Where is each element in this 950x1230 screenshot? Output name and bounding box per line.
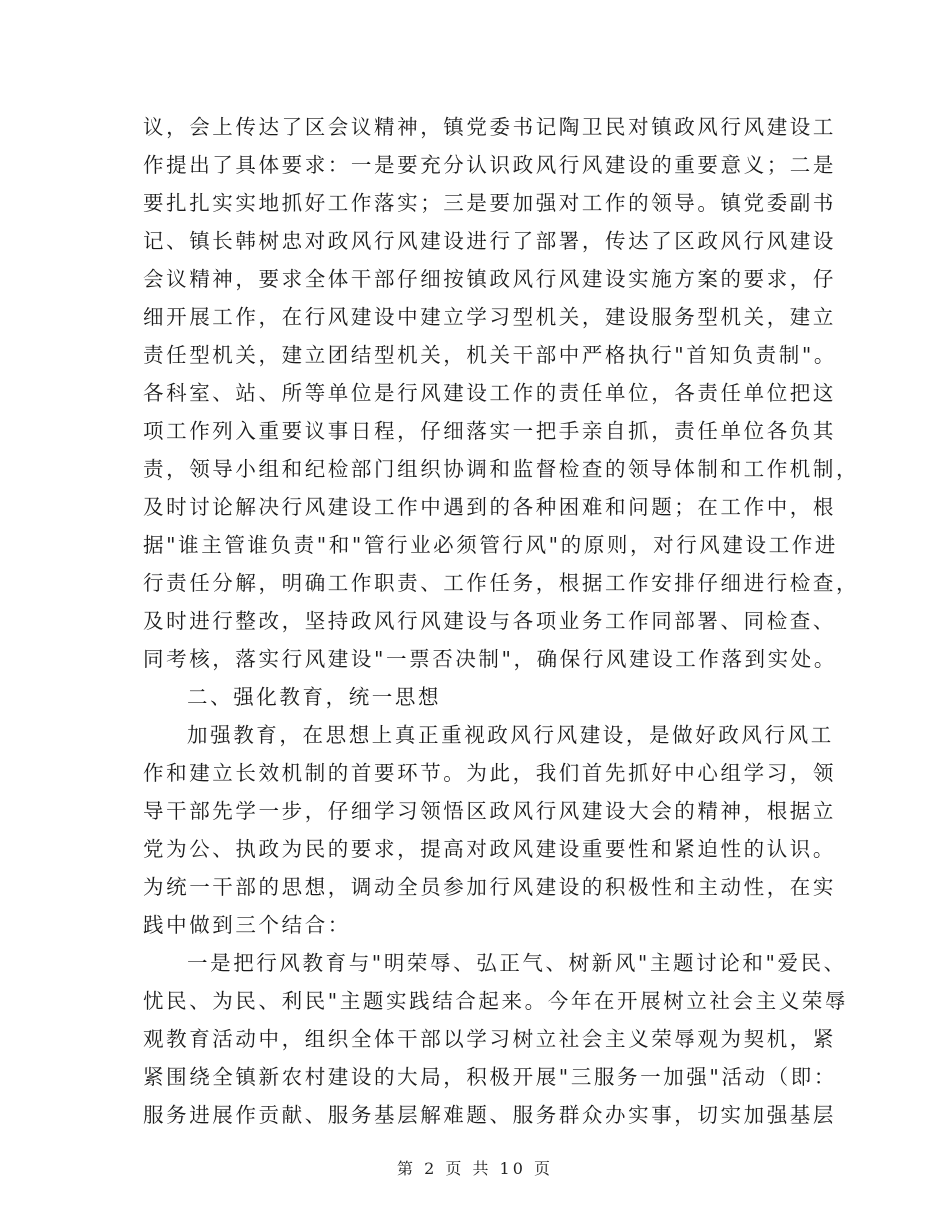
text-line-11: 及时讨论解决行风建设工作中遇到的各种困难和问题；在工作中，根 (143, 495, 836, 519)
text-line-17: 加强教育，在思想上真正重视政风行风建设，是做好政风行风工 (187, 723, 834, 747)
body-text (143, 108, 860, 1134)
text-line-24: 忧民、为民、利民"主题实践结合起来。今年在开展树立社会主义荣辱 (143, 989, 849, 1013)
text-line-4: 记、镇长韩树忠对政风行风建设进行了部署，传达了区政风行风建设 (143, 229, 836, 253)
text-line-9: 项工作列入重要议事日程，仔细落实一把手亲自抓，责任单位各负其 (143, 419, 836, 443)
text-line-20: 党为公、执政为民的要求，提高对政风建设重要性和紧迫性的认识。 (143, 837, 836, 861)
page-number-footer: 第 2 页 共 10 页 (397, 1159, 553, 1178)
text-line-1: 议，会上传达了区会议精神，镇党委书记陶卫民对镇政风行风建设工 (143, 115, 836, 139)
text-line-3: 要扎扎实实地抓好工作落实；三是要加强对工作的领导。镇党委副书 (143, 191, 836, 215)
text-line-18: 作和建立长效机制的首要环节。为此，我们首先抓好中心组学习，领 (143, 761, 836, 785)
text-line-19: 导干部先学一步，仔细学习领悟区政风行风建设大会的精神，根据立 (143, 799, 836, 823)
text-line-2: 作提出了具体要求：一是要充分认识政风行风建设的重要意义；二是 (143, 153, 836, 177)
text-line-22: 践中做到三个结合： (143, 913, 351, 937)
text-line-5: 会议精神，要求全体干部仔细按镇政风行风建设实施方案的要求，仔 (143, 267, 836, 291)
text-line-6: 细开展工作，在行风建设中建立学习型机关，建设服务型机关，建立 (143, 305, 836, 329)
section-heading: 二、强化教育，统一思想 (187, 685, 442, 709)
text-line-10: 责，领导小组和纪检部门组织协调和监督检查的领导体制和工作机制， (143, 457, 860, 481)
text-line-7: 责任型机关，建立团结型机关，机关干部中严格执行"首知负责制"。 (143, 343, 837, 367)
text-line-23: 一是把行风教育与"明荣辱、弘正气、树新风"主题讨论和"爱民、 (187, 951, 847, 975)
text-line-15: 同考核，落实行风建设"一票否决制"，确保行风建设工作落到实处。 (143, 647, 837, 671)
text-line-13: 行责任分解，明确工作职责、工作任务，根据工作安排仔细进行检查， (143, 571, 860, 595)
text-line-21: 为统一干部的思想，调动全员参加行风建设的积极性和主动性，在实 (143, 875, 836, 899)
text-line-12: 据"谁主管谁负责"和"管行业必须管行风"的原则，对行风建设工作进 (143, 533, 838, 557)
text-line-14: 及时进行整改，坚持政风行风建设与各项业务工作同部署、同检查、 (143, 609, 836, 633)
text-line-25: 观教育活动中，组织全体干部以学习树立社会主义荣辱观为契机，紧 (143, 1027, 836, 1051)
text-line-8: 各科室、站、所等单位是行风建设工作的责任单位，各责任单位把这 (143, 381, 836, 405)
text-line-26: 紧围绕全镇新农村建设的大局，积极开展"三服务一加强"活动（即： (143, 1065, 837, 1089)
text-line-27: 服务进展作贡献、服务基层解难题、服务群众办实事，切实加强基层 (143, 1103, 836, 1127)
